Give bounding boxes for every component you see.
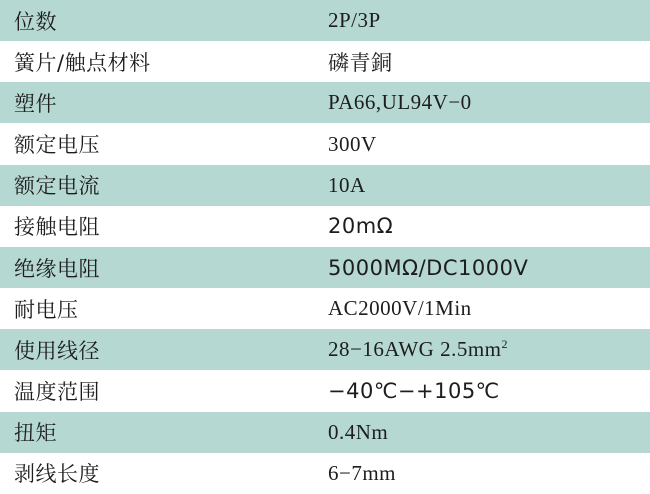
row-label: 耐电压 (0, 288, 314, 329)
row-value: 6−7mm (314, 453, 650, 494)
table-row (0, 370, 650, 411)
row-label: 剥线长度 (0, 453, 314, 494)
table-row (0, 453, 650, 494)
table-row (0, 247, 650, 288)
table-row (0, 288, 650, 329)
row-label: 额定电压 (0, 123, 314, 164)
row-label: 位数 (0, 0, 314, 41)
row-value: 磷青銅 (314, 41, 650, 82)
row-value: 10A (314, 165, 650, 206)
table-row (0, 82, 650, 123)
row-label: 温度范围 (0, 370, 314, 411)
table-row (0, 165, 650, 206)
row-value: 300V (314, 123, 650, 164)
table-row (0, 206, 650, 247)
row-label: 簧片/触点材料 (0, 41, 314, 82)
row-value-text: 28−16AWG 2.5mm (328, 337, 502, 362)
table-row (0, 329, 650, 370)
row-label: 接触电阻 (0, 206, 314, 247)
row-value: 5000MΩ/DC1000V (314, 247, 650, 288)
table-row (0, 412, 650, 453)
row-label: 扭矩 (0, 412, 314, 453)
row-value: AC2000V/1Min (314, 288, 650, 329)
row-value: 2P/3P (314, 0, 650, 41)
table-row (0, 41, 650, 82)
row-value (314, 329, 650, 370)
row-label: 额定电流 (0, 165, 314, 206)
row-label: 使用线径 (0, 329, 314, 370)
row-value-superscript: 2 (501, 337, 508, 352)
row-value: PA66,UL94V−0 (314, 82, 650, 123)
table-row (0, 123, 650, 164)
row-value: 0.4Nm (314, 412, 650, 453)
row-label: 绝缘电阻 (0, 247, 314, 288)
row-value: 20mΩ (314, 206, 650, 247)
row-value: −40℃−+105℃ (314, 370, 650, 411)
table-row (0, 0, 650, 41)
row-label: 塑件 (0, 82, 314, 123)
